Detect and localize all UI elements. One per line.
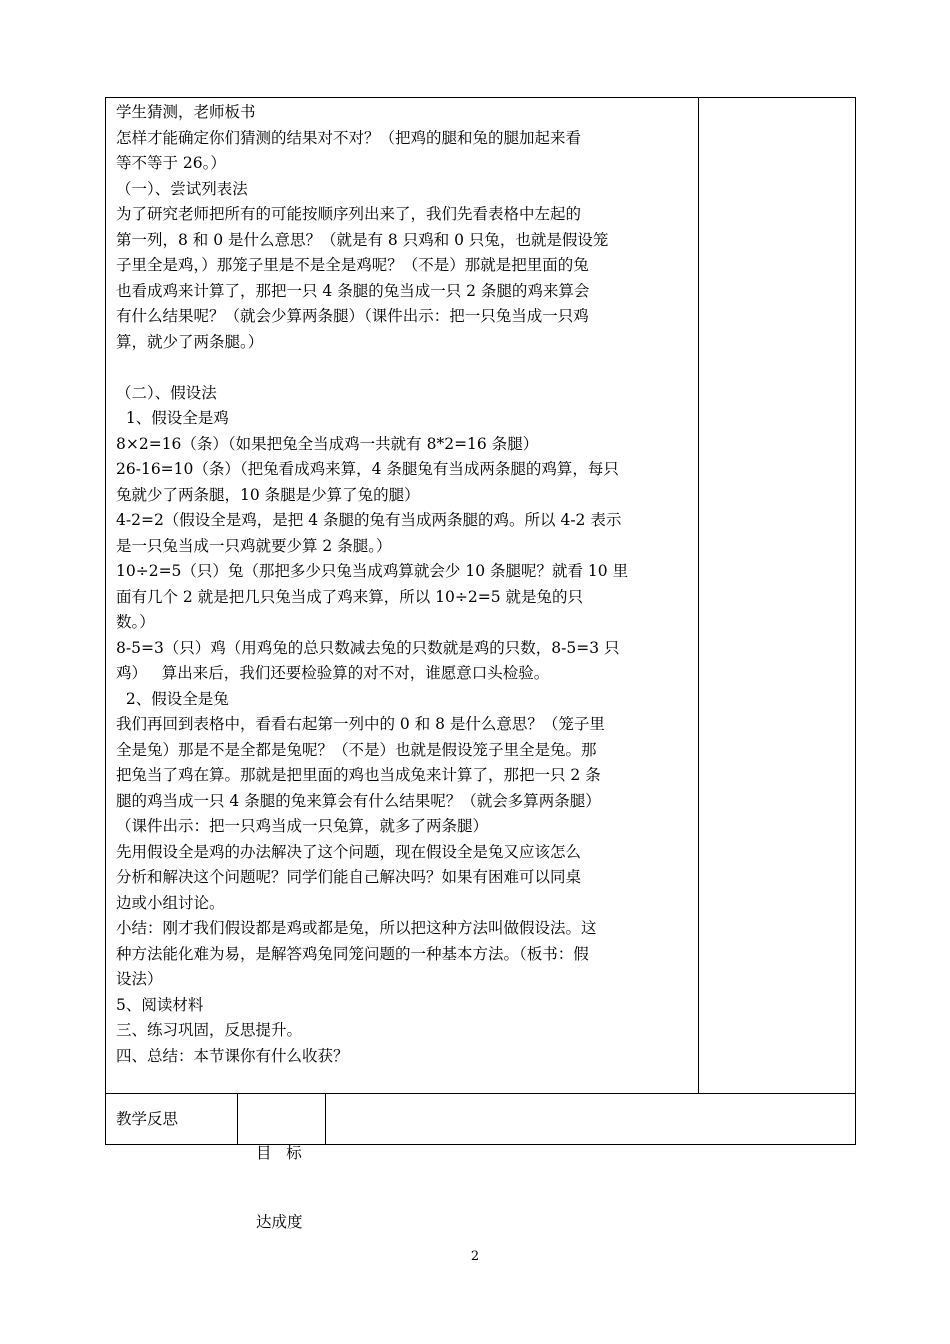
goal-achievement-value[interactable] [332, 1100, 847, 1140]
lesson-line: 学生猜测，老师板书 [116, 103, 256, 121]
lesson-line: 分析和解决这个问题呢？同学们能自己解决吗？如果有困难可以同桌 [116, 868, 582, 886]
goal-achievement-label [256, 1096, 303, 1257]
reflection-divider [325, 1093, 326, 1145]
lesson-line: 为了研究老师把所有的可能按顺序列出来了，我们先看表格中左起的 [116, 205, 582, 223]
lesson-line: 四、总结：本节课你有什么收获？ [116, 1046, 349, 1065]
lesson-line: 怎样才能确定你们猜测的结果对不对？（把鸡的腿和兔的腿加起来看 [116, 128, 582, 147]
lesson-line: 设法） [116, 970, 163, 988]
lesson-line: 4-2=2（假设全是鸡，是把 4 条腿的兔有当成两条腿的鸡。所以 4-2 表示 [116, 511, 622, 529]
lesson-line: 算，就少了两条腿。） [116, 332, 264, 351]
lesson-line: 等不等于 26。） [116, 154, 226, 172]
lesson-line: 把兔当了鸡在算。那就是把里面的鸡也当成兔来计算了，那把一只 2 条 [116, 766, 601, 784]
lesson-line: 5、阅读材料 [116, 995, 204, 1014]
reflection-label: 教学反思 [116, 1110, 179, 1128]
lesson-line: 10÷2=5（只）兔（那把多少只兔当成鸡算就会少 10 条腿呢？就看 10 里 [116, 562, 629, 580]
goal-label-line: 目 标 [256, 1144, 302, 1162]
lesson-line: 先用假设全是鸡的办法解决了这个问题，现在假设全是兔又应该怎么 [116, 842, 582, 861]
lesson-line: 三、练习巩固，反思提升。 [116, 1021, 303, 1039]
lesson-line: 鸡） 算出来后，我们还要检验算的对不对，谁愿意口头检验。 [116, 664, 550, 682]
lesson-line: （课件出示：把一只鸡当成一只兔算，就多了两条腿） [116, 817, 489, 835]
column-divider [698, 97, 699, 1094]
lesson-line: 8-5=3（只）鸡（用鸡兔的总只数减去兔的只数就是鸡的只数，8-5=3 只 [116, 638, 620, 657]
lesson-line: 边或小组讨论。 [116, 893, 225, 912]
lesson-line: 全是兔）那是不是全都是兔呢？（不是）也就是假设笼子里全是兔。那 [116, 740, 597, 759]
lesson-line: 子里全是鸡，）那笼子里是不是全是鸡呢？（不是）那就是把里面的兔 [116, 256, 589, 274]
goal-label-line: 达成度 [256, 1213, 303, 1231]
lesson-line: 也看成鸡来计算了，那把一只 4 条腿的兔当成一只 2 条腿的鸡来算会 [116, 281, 590, 300]
lesson-line: 数。） [116, 613, 155, 631]
lesson-line: 2、假设全是兔 [116, 689, 229, 708]
lesson-line: 是一只兔当成一只鸡就要少算 2 条腿。） [116, 536, 392, 555]
lesson-line: （一）、尝试列表法 [116, 179, 248, 198]
lesson-line [116, 355, 694, 381]
lesson-line: 8×2=16（条）（如果把兔全当成鸡一共就有 8*2=16 条腿） [116, 434, 539, 453]
lesson-line: 1、假设全是鸡 [116, 409, 229, 427]
lesson-line: 腿的鸡当成一只 4 条腿的兔来算会有什么结果呢？（就会多算两条腿） [116, 791, 601, 810]
lesson-content [116, 100, 694, 1069]
lesson-line: 我们再回到表格中，看看右起第一列中的 0 和 8 是什么意思？（笼子里 [116, 715, 605, 733]
lesson-line: 有什么结果呢？（就会少算两条腿）（课件出示：把一只兔当成一只鸡 [116, 307, 589, 325]
lesson-line: 种方法能化难为易，是解答鸡兔同笼问题的一种基本方法。（板书：假 [116, 944, 589, 963]
lesson-line: （二）、假设法 [116, 383, 217, 402]
reflection-divider [237, 1093, 238, 1145]
lesson-line: 第一列，8 和 0 是什么意思？（就是有 8 只鸡和 0 只兔，也就是假设笼 [116, 230, 609, 249]
page-number: 2 [470, 1249, 480, 1264]
lesson-line: 小结：刚才我们假设都是鸡或都是兔，所以把这种方法叫做假设法。这 [116, 919, 597, 937]
lesson-line: 26-16=10（条）（把兔看成鸡来算，4 条腿兔有当成两条腿的鸡算，每只 [116, 460, 619, 478]
lesson-line: 兔就少了两条腿，10 条腿是少算了兔的腿） [116, 485, 420, 504]
lesson-line: 面有几个 2 就是把几只兔当成了鸡来算，所以 10÷2=5 就是兔的只 [116, 587, 583, 606]
